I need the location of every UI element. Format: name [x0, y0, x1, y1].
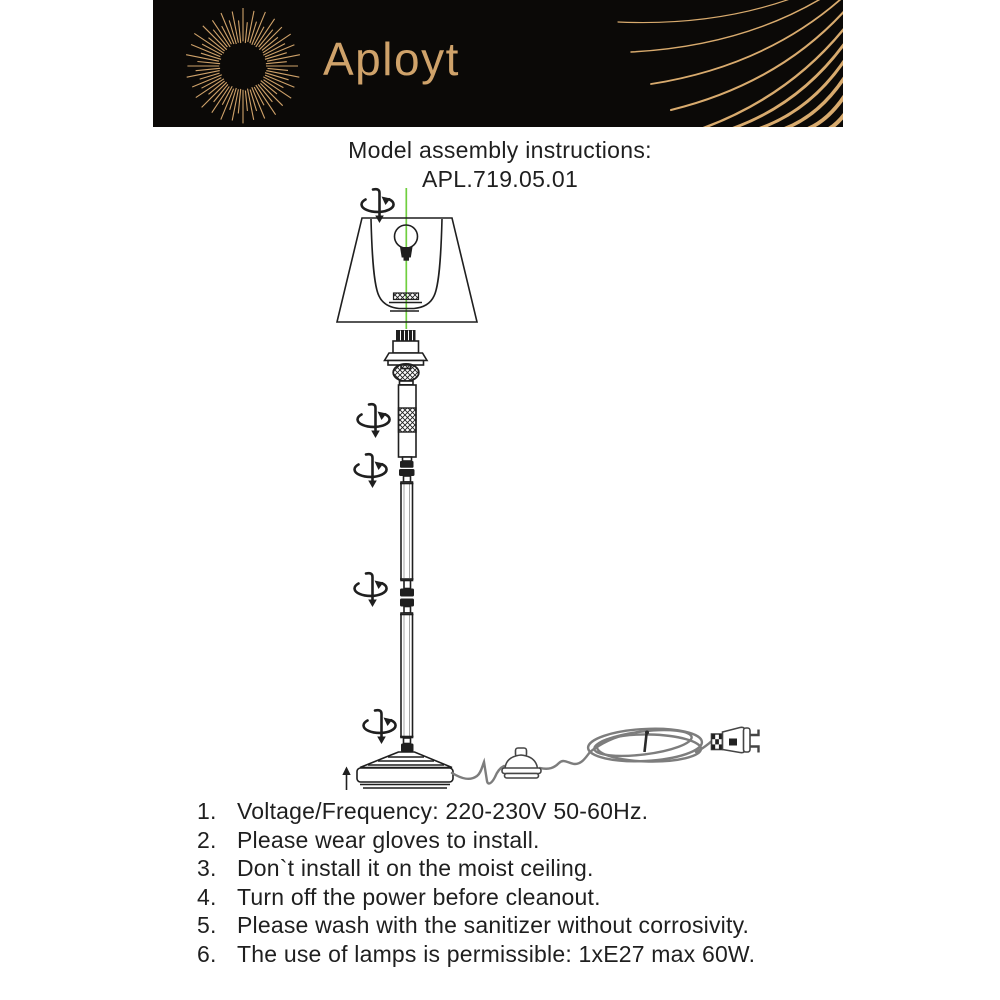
list-item	[197, 911, 897, 940]
list-item	[197, 883, 897, 912]
item-text: Voltage/Frequency: 220-230V 50-60Hz.	[237, 798, 649, 824]
instruction-list	[197, 797, 897, 969]
pole-coupling	[400, 581, 414, 614]
rotation-arrow-icons	[355, 189, 396, 744]
cord-coil	[587, 726, 712, 764]
rotation-arrow-icon	[364, 710, 396, 744]
item-number: 4.	[197, 883, 217, 910]
item-text: Don`t install it on the moist ceiling.	[237, 855, 594, 882]
assembly-up-arrow-icon	[342, 767, 350, 791]
rotation-arrow-icon	[358, 404, 390, 438]
item-text: Please wash with the sanitizer without corrosivity.	[237, 912, 750, 939]
socket-ring	[394, 293, 419, 300]
list-item	[197, 826, 897, 855]
decorative-bead	[393, 364, 419, 385]
rotation-arrow-icon	[355, 573, 387, 607]
lower-pole	[400, 613, 414, 752]
list-item	[197, 940, 897, 969]
item-text: The use of lamps is permissible: 1xE27 max 60W.	[237, 940, 756, 967]
power-cord	[452, 726, 712, 784]
foot-switch	[502, 748, 541, 778]
list-item	[197, 854, 897, 883]
brand-name: Aployt	[323, 33, 460, 85]
item-number: 6.	[197, 940, 217, 967]
list-item	[197, 797, 897, 826]
rotation-arrow-icon	[355, 454, 387, 488]
item-number: 3.	[197, 855, 217, 882]
item-number: 5.	[197, 912, 217, 939]
upper-stem	[399, 385, 417, 482]
item-text: Turn off the power before cleanout.	[237, 883, 601, 910]
item-number: 1.	[197, 798, 217, 824]
item-number: 2.	[197, 826, 217, 853]
base	[357, 752, 453, 788]
model-number: APL.719.05.01	[421, 166, 579, 192]
power-plug	[712, 727, 759, 752]
page-title: Model assembly instructions:	[348, 137, 652, 163]
item-text: Please wear gloves to install.	[237, 826, 540, 853]
upper-pole	[400, 482, 414, 581]
lamp-socket	[385, 330, 428, 369]
